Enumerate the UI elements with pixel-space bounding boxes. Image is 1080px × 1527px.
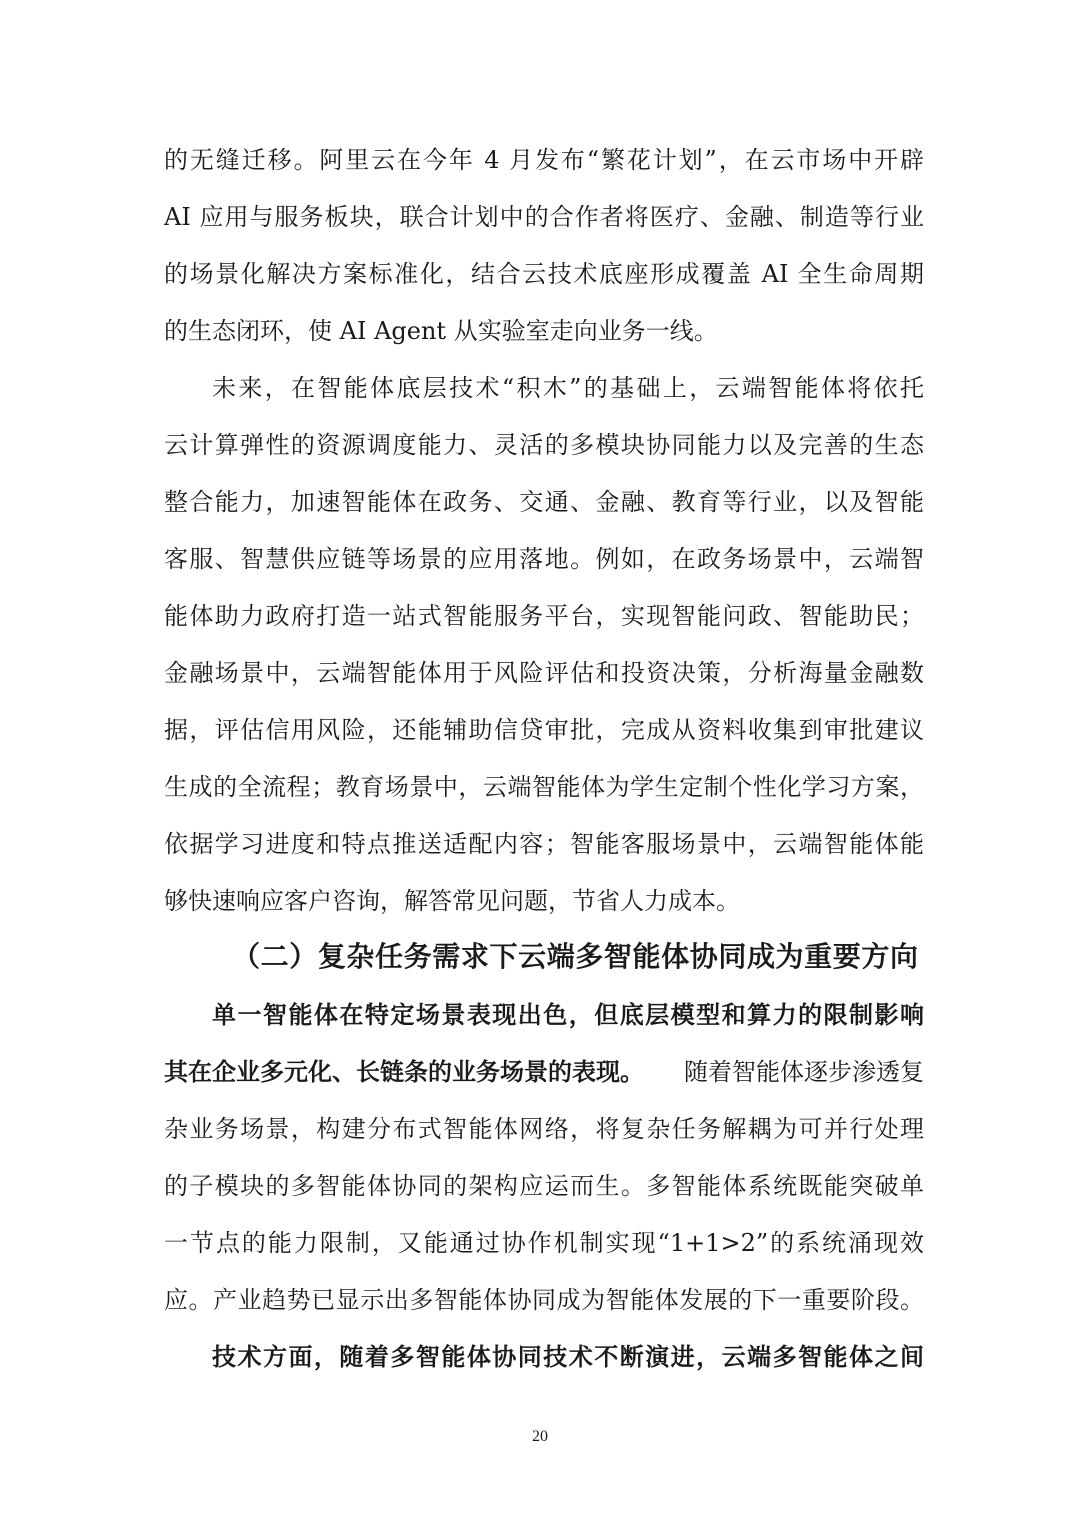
- paragraph-2-line-5: 能体助力政府打造一站式智能服务平台，实现智能问政、智能助民；: [164, 602, 924, 630]
- paragraph-2-line-4: 客服、智慧供应链等场景的应用落地。例如，在政务场景中，云端智: [164, 545, 924, 573]
- paragraph-2-line-3: 整合能力，加速智能体在政务、交通、金融、教育等行业，以及智能: [164, 488, 924, 516]
- section-heading: （二）复杂任务需求下云端多智能体协同成为重要方向: [232, 940, 918, 973]
- paragraph-2-line-1: 未来，在智能体底层技术“积木”的基础上，云端智能体将依托: [212, 374, 924, 402]
- paragraph-3-line-2-rest: 随着智能体逐步渗透复: [684, 1058, 924, 1086]
- paragraph-2-line-8: 生成的全流程；教育场景中，云端智能体为学生定制个性化学习方案，: [164, 773, 924, 801]
- paragraph-2-line-6: 金融场景中，云端智能体用于风险评估和投资决策，分析海量金融数: [164, 659, 924, 687]
- paragraph-1-line-2: AI 应用与服务板块，联合计划中的合作者将医疗、金融、制造等行业: [164, 203, 924, 231]
- paragraph-3-line-4: 的子模块的多智能体协同的架构应运而生。多智能体系统既能突破单: [164, 1172, 924, 1200]
- paragraph-1-line-3: 的场景化解决方案标准化，结合云技术底座形成覆盖 AI 全生命周期: [164, 260, 924, 288]
- paragraph-3-line-3: 杂业务场景，构建分布式智能体网络，将复杂任务解耦为可并行处理: [164, 1115, 924, 1143]
- paragraph-4-line-1: 技术方面，随着多智能体协同技术不断演进，云端多智能体之间: [212, 1343, 924, 1371]
- page-number: 20: [532, 1428, 548, 1445]
- paragraph-1-line-4: 的生态闭环，使 AI Agent 从实验室走向业务一线。: [164, 317, 718, 345]
- paragraph-2-line-2: 云计算弹性的资源调度能力、灵活的多模块协同能力以及完善的生态: [164, 431, 924, 459]
- paragraph-3-line-5: 一节点的能力限制，又能通过协作机制实现“1+1>2”的系统涌现效: [164, 1229, 924, 1257]
- paragraph-1-line-1: 的无缝迁移。阿里云在今年 4 月发布“繁花计划”，在云市场中开辟: [164, 146, 924, 174]
- paragraph-3-line-1: 单一智能体在特定场景表现出色，但底层模型和算力的限制影响: [212, 1001, 924, 1029]
- paragraph-2-line-10: 够快速响应客户咨询，解答常见问题，节省人力成本。: [164, 887, 740, 915]
- paragraph-3-line-6: 应。产业趋势已显示出多智能体协同成为智能体发展的下一重要阶段。: [164, 1286, 924, 1314]
- paragraph-2-line-9: 依据学习进度和特点推送适配内容；智能客服场景中，云端智能体能: [164, 830, 924, 858]
- paragraph-3-bold-sentence: 其在企业多元化、长链条的业务场景的表现。: [164, 1058, 644, 1086]
- paragraph-2-line-7: 据，评估信用风险，还能辅助信贷审批，完成从资料收集到审批建议: [164, 716, 924, 744]
- paragraph-3-line-2: [164, 1049, 924, 1095]
